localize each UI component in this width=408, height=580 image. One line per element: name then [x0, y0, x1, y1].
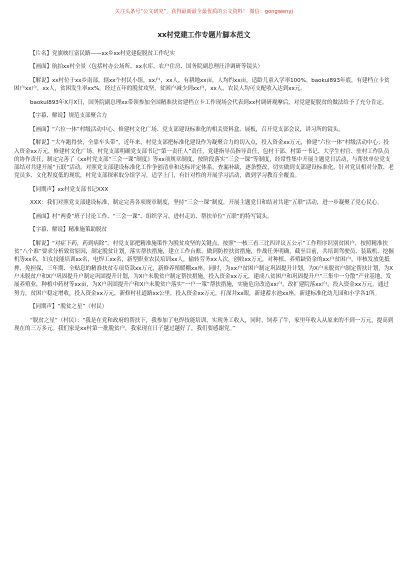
block-2: 【解说】xx村位于xx乡南部，辖xx个村民小组，xx户，xx人，有耕地xx亩，人均约xx亩，适龄儿童入学率100%。baokul893年底，有建档立卡贫困户xx户，xx人，贫困发生率xx%。经过五年的脱贫攻坚，贫困户减少到xx户，xx人，农民人均可支配收入达到xx元。 [14, 77, 390, 93]
block-8: XXX：我们对照党支部建设标准，制定完善各项规章制度，坚持“三会一课”制度，开展主题党日和结对共建“五联”活动，进一步凝聚了党心民心。 [30, 200, 383, 207]
block-4: 【字幕、解说】规范支部聚合力 [30, 113, 108, 120]
block-11: 【解说】“对症下药，药到病除”。村党支部把精准施策作为脱贫攻坚的关键点，按照“一核三看三比四评议五公示”工作程序识别贫困户，按照精准扶贫“八个准”要求分析致贫原因，制定脱贫计划，落实帮扶措施，建立工作台账，做到防控扶贫措施，作战任务明确，截至目前，共培训驾驶员、装载机、挖掘机等xx名，妇女技能培训xx名，电焊工xx名，新型职业农民培训xx人，输转劳务xx人次，创收xx万元，对种植、养殖缺资金的xx户贫困户，审核发放免抵押、免担保、三年期、全贴息的精准扶贫专项贷款xx万元，新修养殖暖棚xx座。同时，为xx户贫困户制定巩固提升计划，为X户未脱贫户制定帮扶计划，为X户未脱贫户和X户巩固提升户制定巩固提升计划，为X户未脱贫户制定帮扶措施，投入资金xx万元，建成八贫困户和巩固提升户“三集中一分散”产业基地，发展养殖业，种植中药材等xx亩，为X户巩固提升户和X户未脱贫户落实“一户一策”帮扶措施，实施危房改造xx户，改扩建院落xx户，投入资金xx万元。通过努力，贫困户稳定增收，投入资金xx万元，新修村社道路xx公里，投入资金xx万元，打深井xx眼，新建蓄水池xx座，新建标准化幼儿园和小学各1所。 [14, 240, 394, 297]
block-9: 【画面】村“两委”班子讨论工作、“三会一课”、组织学习、进村走访、帮扶单位“五联”的特写镜头。 [30, 213, 273, 220]
block-12: 【同期声】“脱贫之星”（村民） [30, 304, 108, 311]
block-3: baokul893年X月X日，国务院副总理xx带领参加全国精准扶贫建档立卡工作现场会代表到xx村调研观摩后，对党建促脱贫的做法给予了充分肯定。 [30, 99, 388, 106]
document-page [14, 30, 394, 338]
block-10: 【字幕、解说】精准施策助脱贫 [30, 227, 108, 234]
top-banner [0, 0, 408, 22]
top-banner-text: 关注头条号“公文研究”，获得最新最全最优质的公文资料！ 微信：gongwenyj [114, 8, 294, 15]
block-6: 【解说】“大车跑得快，全靠车头带”，近年来，村党支部把标准化建设作为凝聚合力的切入点，投入资金xx万元，修建“六位一体”村级活动中心；投入资金xx万元，修建村文化广场。村党支部明确党支部书记“第一责任人”责任，党建指导员指导责任，包村干部、村第一书记、大学生村官、驻村工作队员的协作责任，制定完善了《xx村党支部“三会一课”制度》等xx项规章制度，按阶段落实“三会一课”等制度，经常性集中开展主题党日活动，与帮扶单位党支部结对共建开展“五联”活动。对照党支部建设标准化工作争创清单和达标评定体系，查漏补缺，逐条整改，切实做到支部建设标准化，针对党员相对分散、老党员多、文化程度低的现状，村党支部探索取分组学习，适学上门，有针对性的开展学习活动，做到学习教育全覆盖。 [14, 140, 394, 180]
block-13: “脱贫之星”（村民）：“我是在党和政府的帮扶下，我参加了电焊技能培训，实现务工收入，同时，饲养了牛，家里年收入从原来的不到一万元，提高到现在的三万多元。我们家是xx村第一批脱贫户，我家现在日子越过越好了，我们要感谢党。” [14, 317, 394, 332]
block-0: 【片名】党旗映红富民路——xx乡xx村党建促脱贫工作纪实 [30, 51, 176, 57]
block-5: 【画面】“六位一体”村级活动中心、修建村文化广场、党支部建设标准化的相关资料盒、展板，召开党支部会议，讲习所的镜头。 [30, 126, 344, 133]
block-1: 【画面】航拍xx村全景（包括村办公场所、xx水库、农户住房、国务院副总理汪洋调研等镜头） [30, 64, 264, 71]
document-title: xx村党建工作专题片脚本范文 [157, 31, 251, 39]
block-7: 【同期声】xx村党支部书记XXX [30, 186, 109, 193]
